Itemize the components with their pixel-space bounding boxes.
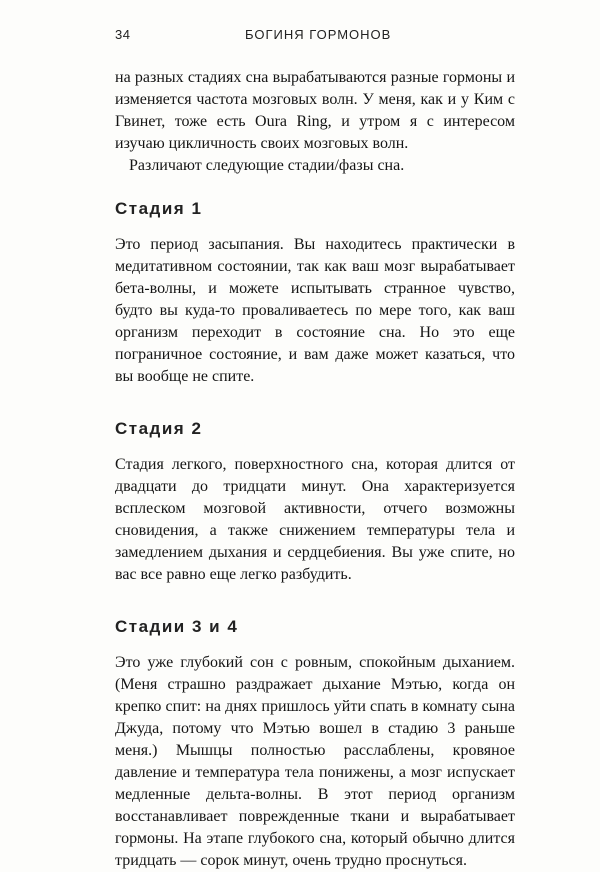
intro-paragraph: на разных стадиях сна вырабатываются разные гормоны и изменяется частота мозговых волн. У меня, как и у Ким с Гвинет, тоже есть Oura Ring, и утром я с интересом изучаю цикличность своих мозговых волн. bbox=[115, 69, 515, 152]
section-heading-stage-1: Стадия 1 bbox=[115, 199, 203, 218]
section-text-stage-1: Это период засыпания. Вы находитесь практически в медитативном состоянии, так как ваш мозг вырабатывает бета-волны, и можете испытывать странное чувство, будто вы куда-то проваливаетесь по мере того, как ваш организм переходит в состояние сна. Но это еще пограничное состояние, и вам даже может казаться, что вы вообще не спите. bbox=[115, 236, 515, 385]
section-heading-stage-2: Стадия 2 bbox=[115, 419, 203, 438]
running-title: БОГИНЯ ГОРМОНОВ bbox=[245, 27, 392, 42]
section-text-stage-3-4: Это уже глубокий сон с ровным, спокойным дыханием. (Меня страшно раздражает дыхание Мэтью, когда он крепко спит: на днях пришлось уйти спать в комнату сына Джуда, потому что Мэтью вошел в стадию 3 раньше меня.) Мышцы полностью расслаблены, кровяное давление и температура тела понижены, а мозг испускает медленные дельта-волны. В этот период организм восстанавливает поврежденные ткани и вырабатывает гормоны. На этапе глубокого сна, который обычно длится тридцать — сорок минут, очень трудно проснуться. bbox=[115, 654, 515, 869]
page-body bbox=[115, 67, 515, 872]
section-text-stage-2: Стадия легкого, поверхностного сна, которая длится от двадцати до тридцати минут. Она характеризуется всплеском мозговой активности, отчего возможны сновидения, а также снижением температуры тела и замедлением дыхания и сердцебиения. Вы уже спите, но вас все равно еще легко разбудить. bbox=[115, 456, 515, 583]
page-number: 34 bbox=[115, 27, 131, 42]
section-heading-stage-3-4: Стадии 3 и 4 bbox=[115, 617, 239, 636]
running-header bbox=[115, 27, 515, 42]
intro-lead-paragraph: Различают следующие стадии/фазы сна. bbox=[129, 157, 405, 174]
